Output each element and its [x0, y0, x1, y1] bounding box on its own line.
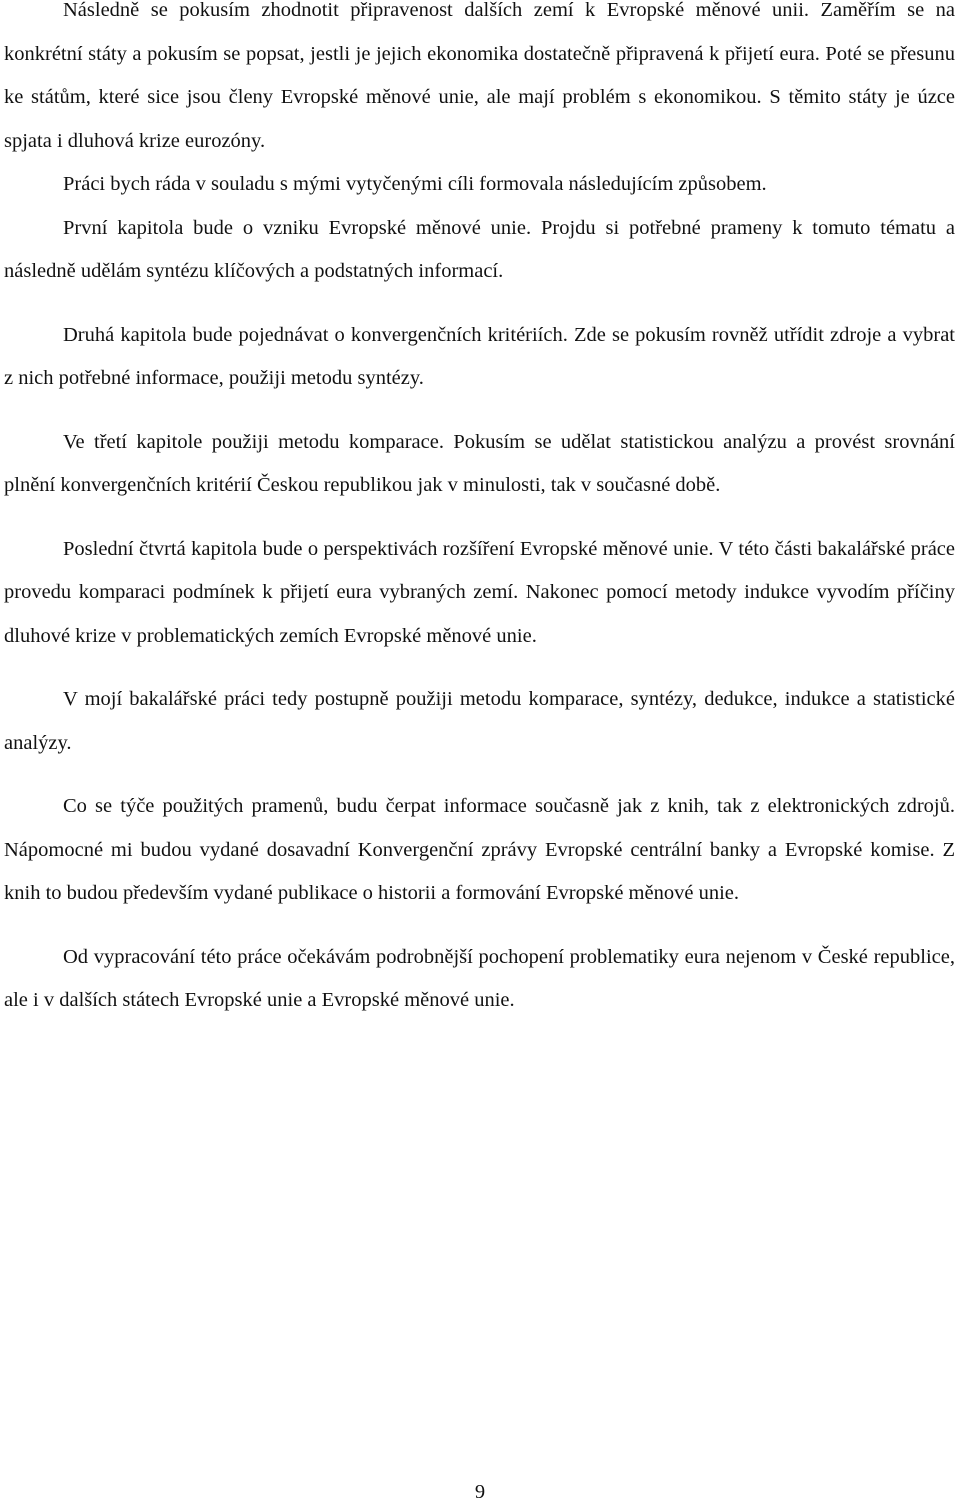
body-text [4, 0, 955, 1023]
paragraph-methods: V mojí bakalářské práci tedy postupně použiji metodu komparace, syntézy, dedukce, indukce a statistické analýzy. [4, 688, 955, 754]
page-number: 9 [474, 1481, 486, 1503]
paragraph-structure-intro: Práci bych ráda v souladu s mými vytyčenými cíli formovala následujícím způsobem. [63, 173, 767, 195]
paragraph-chapter-four: Poslední čtvrtá kapitola bude o perspektivách rozšíření Evropské měnové unie. V této části bakalářské práce provedu komparaci podmínek k přijetí eura vybraných zemí. Nakonec pomocí metody indukce vyvodím příčiny dluhové krize v problematických zemích Evropské měnové unie. [4, 537, 955, 647]
paragraph-continuation: Následně se pokusím zhodnotit připravenost dalších zemí k Evropské měnové unii. Zaměřím se na konkrétní státy a pokusím se popsat, jestli je jejich ekonomika dostatečně připravená k přijetí eura. Poté se přesunu ke státům, které sice jsou členy Evropské měnové unie, ale mají problém s ekonomikou. S těmito státy je úzce spjata i dluhová krize eurozóny. [4, 0, 955, 152]
paragraph-chapter-two: Druhá kapitola bude pojednávat o konvergenčních kritériích. Zde se pokusím rovněž utřídit zdroje a vybrat z nich potřebné informace, použiji metodu syntézy. [4, 323, 955, 389]
paragraph-expectations: Od vypracování této práce očekávám podrobnější pochopení problematiky eura nejenom v České republice, ale i v dalších státech Evropské unie a Evropské měnové unie. [4, 945, 955, 1011]
paragraph-chapter-three: Ve třetí kapitole použiji metodu komparace. Pokusím se udělat statistickou analýzu a provést srovnání plnění konvergenčních kritérií Českou republikou jak v minulosti, tak v současné době. [4, 430, 955, 496]
paragraph-sources: Co se týče použitých pramenů, budu čerpat informace současně jak z knih, tak z elektronických zdrojů. Nápomocné mi budou vydané dosavadní Konvergenční zprávy Evropské centrální banky a Evropské komise. Z knih to budou především vydané publikace o historii a formování Evropské měnové unie. [4, 795, 955, 904]
paragraph-chapter-one: První kapitola bude o vzniku Evropské měnové unie. Projdu si potřebné prameny k tomuto tématu a následně udělám syntézu klíčových a podstatných informací. [4, 216, 955, 282]
